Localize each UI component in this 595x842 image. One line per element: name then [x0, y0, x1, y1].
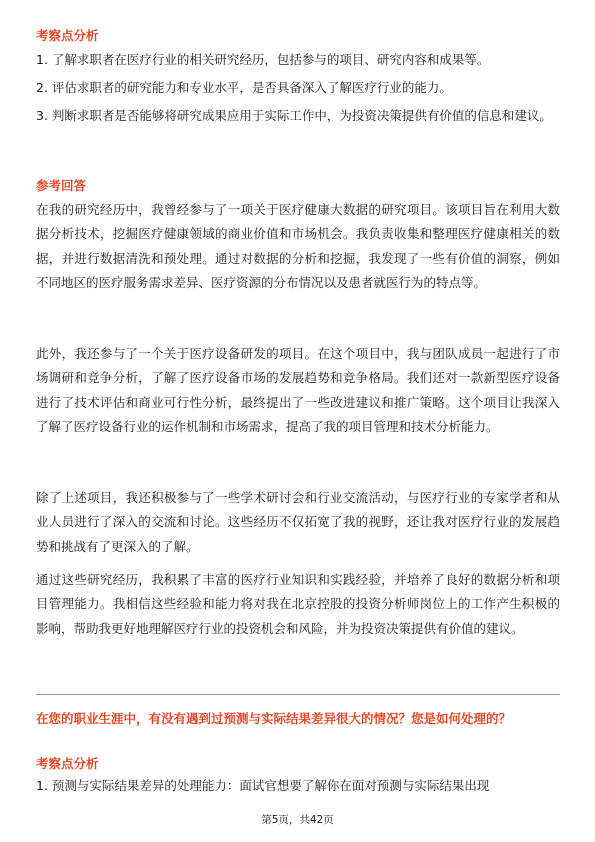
- answer-paragraph: 此外，我还参与了一个关于医疗设备研发的项目。在这个项目中，我与团队成员一起进行了市场调研和竞争分析，了解了医疗设备市场的发展趋势和竞争格局。我们还对一款新型医疗设备进行了技术评估和商业可行性分析，最终提出了一些改进建议和推广策略。这个项目让我深入了解了医疗设备行业的运作机制和市场需求，提高了我的项目管理和技术分析能力。: [36, 346, 560, 435]
- interview-question: 在您的职业生涯中，有没有遇到过预测与实际结果差异很大的情况？您是如何处理的？: [36, 711, 512, 726]
- answer-paragraph: 除了上述项目，我还积极参与了一些学术研讨会和行业交流活动，与医疗行业的专家学者和从业人员进行了深入的交流和讨论。这些经历不仅拓宽了我的视野，还让我对医疗行业的发展趋势和挑战有了更深入的了解。: [36, 490, 560, 554]
- analysis-heading: 考察点分析: [36, 28, 99, 43]
- answer-paragraph: 在我的研究经历中，我曾经参与了一项关于医疗健康大数据的研究项目。该项目旨在利用大数据分析技术，挖掘医疗健康领域的商业价值和市场机会。我负责收集和整理医疗健康相关的数据，并进行数据清洗和预处理。通过对数据的分析和挖掘，我发现了一些有价值的洞察，例如不同地区的医疗服务需求差异、医疗资源的分布情况以及患者就医行为的特点等。: [36, 202, 560, 291]
- analysis-heading: 考察点分析: [36, 756, 99, 771]
- answer-paragraph: 通过这些研究经历，我积累了丰富的医疗行业知识和实践经验，并培养了良好的数据分析和项目管理能力。我相信这些经验和能力将对我在北京控股的投资分析师岗位上的工作产生积极的影响，帮助我更好地理解医疗行业的投资机会和风险，并为投资决策提供有价值的建议。: [36, 572, 560, 636]
- answer-heading: 参考回答: [36, 178, 87, 193]
- analysis-point: 3. 判断求职者是否能够将研究成果应用于实际工作中，为投资决策提供有价值的信息和建议。: [36, 108, 552, 123]
- analysis-point: 1. 了解求职者在医疗行业的相关研究经历，包括参与的项目、研究内容和成果等。: [36, 52, 490, 67]
- page-number: 第5页，共42页: [261, 814, 334, 826]
- analysis-point: 1. 预测与实际结果差异的处理能力：面试官想要了解你在面对预测与实际结果出现: [36, 778, 490, 793]
- analysis-point: 2. 评估求职者的研究能力和专业水平，是否具备深入了解医疗行业的能力。: [36, 80, 452, 95]
- section-divider: [36, 694, 560, 695]
